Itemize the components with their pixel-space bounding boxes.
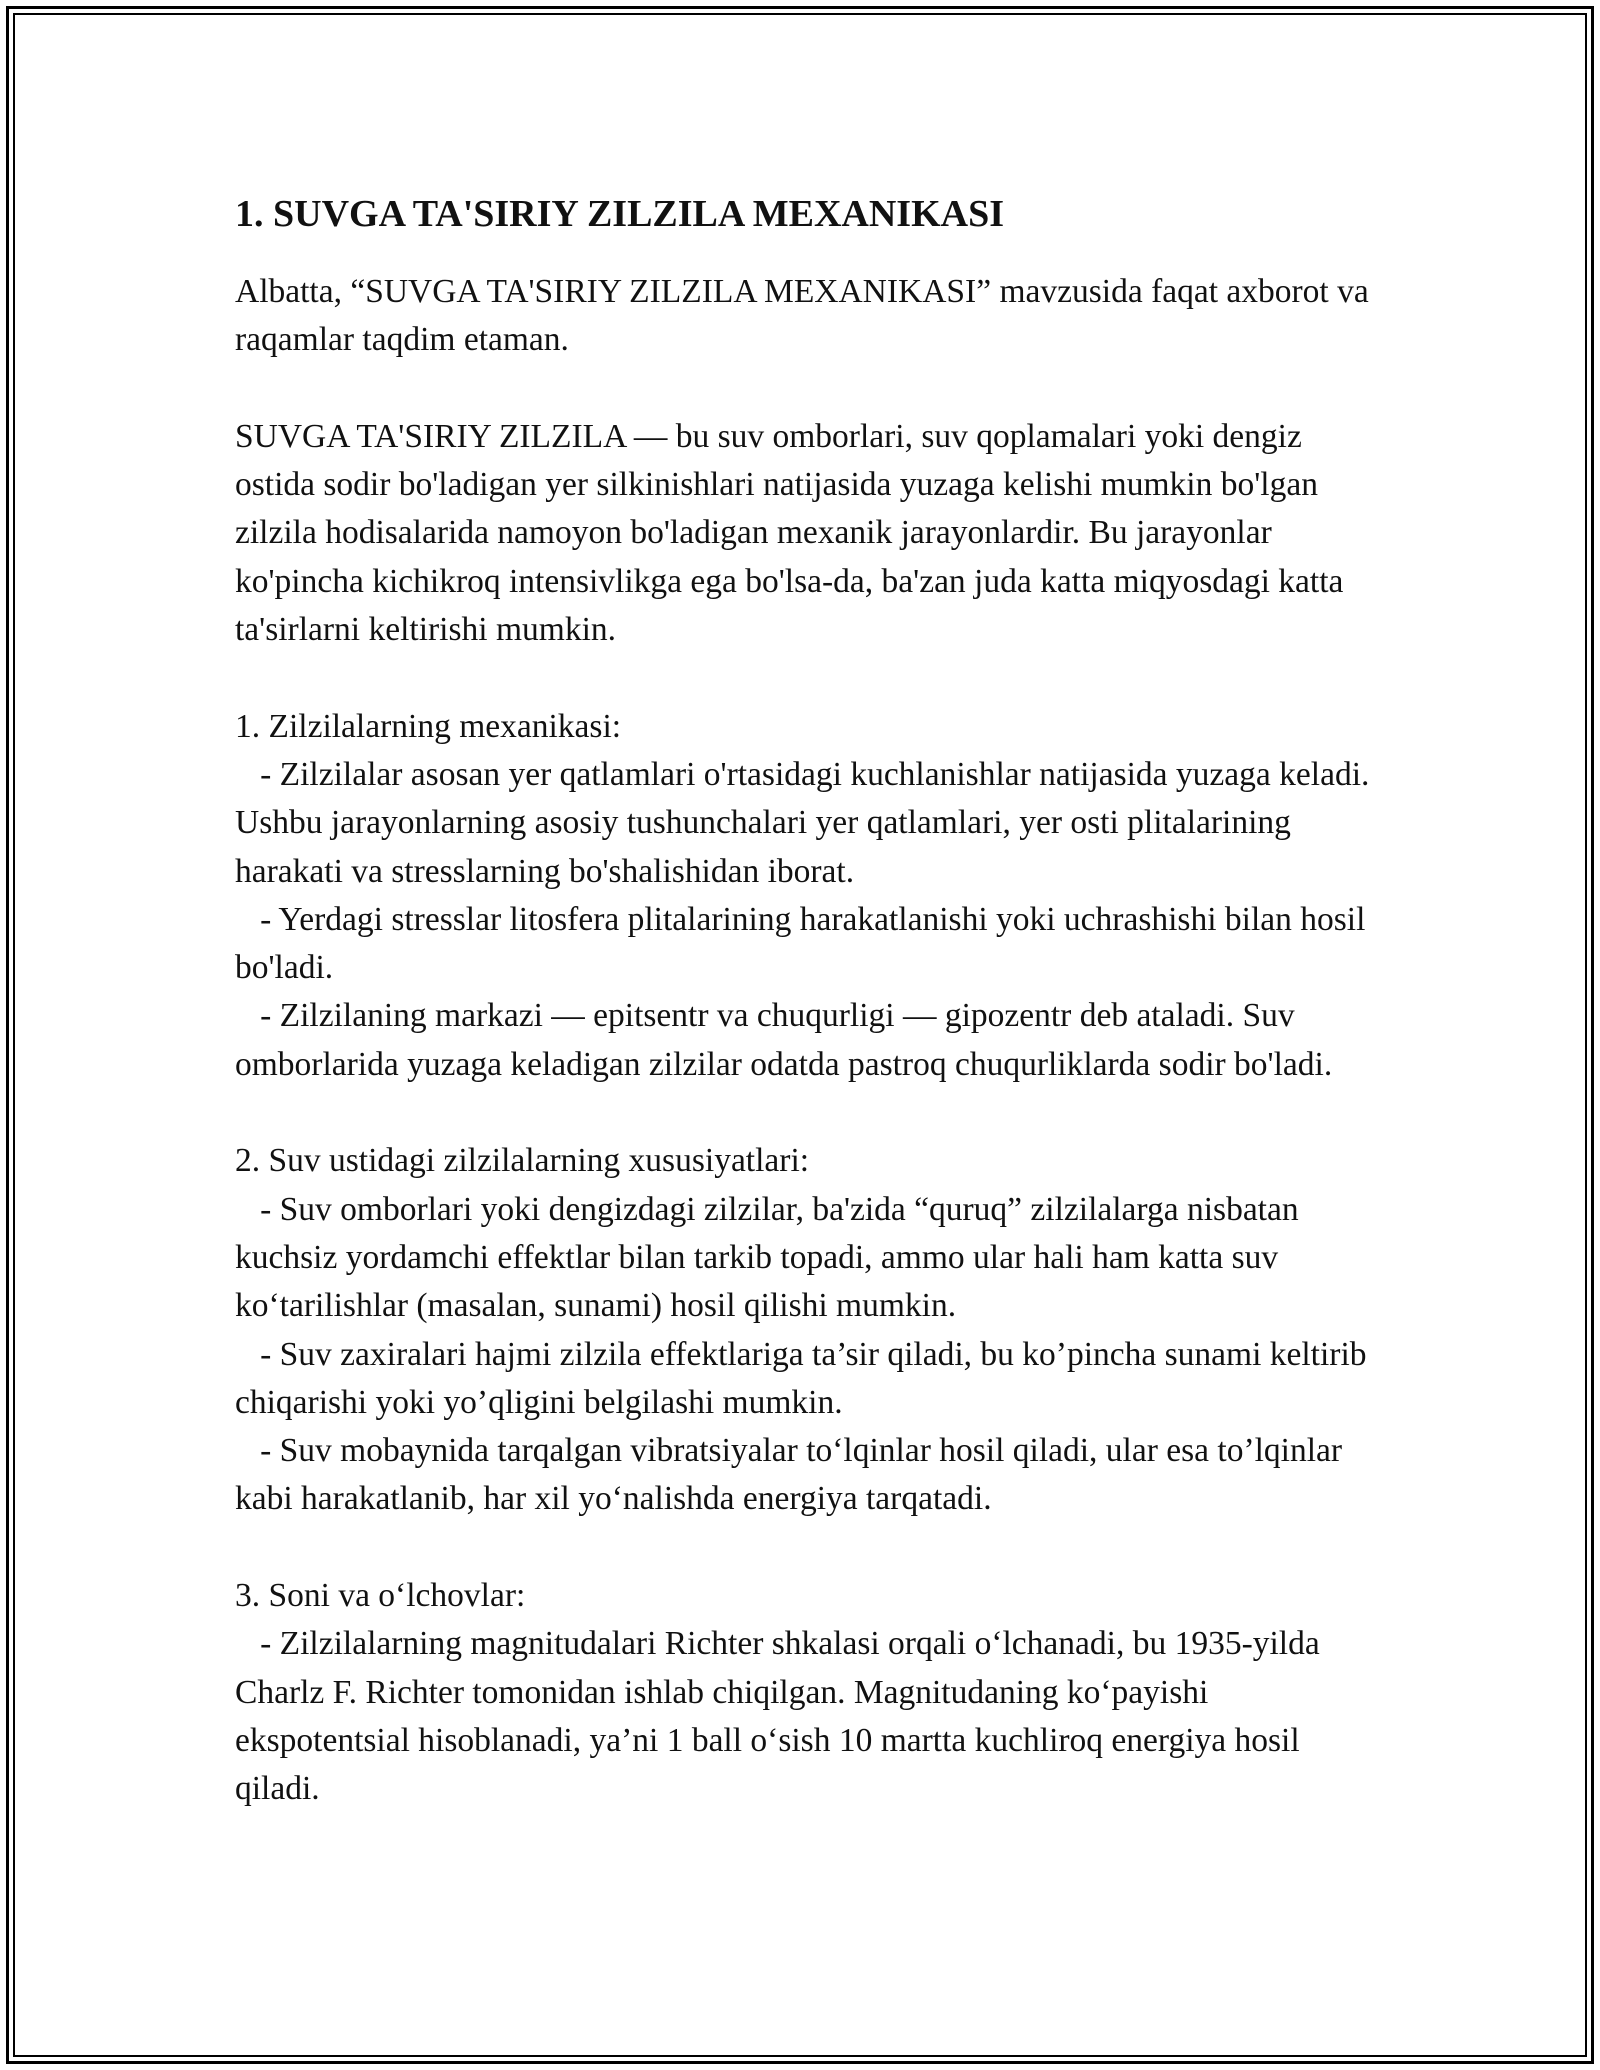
- section-water-features: [235, 1137, 1385, 1523]
- list-item: - Yerdagi stresslar litosfera plitalarining harakatlanishi yoki uchrashishi bilan hosil bo'ladi.: [235, 900, 1374, 987]
- document-title: 1. SUVGA TA'SIRIY ZILZILA MEXANIKASI: [235, 193, 1004, 235]
- paragraph-spacer: [235, 365, 1385, 413]
- paragraph-spacer: [235, 654, 1385, 702]
- list-item: - Zilzilalar asosan yer qatlamlari o'rtasidagi kuchlanishlar natijasida yuzaga keladi. Ushbu jarayonlarning asosiy tushunchalari yer qatlamlari, yer osti plitalarining harakati va stresslarning bo'shalishidan iborat.: [235, 755, 1378, 890]
- list-item: - Zilzilaning markazi — epitsentr va chuqurligi — gipozentr deb ataladi. Suv omborlarida yuzaga keladigan zilzilar odatda pastroq chuqurliklarda sodir bo'ladi.: [235, 997, 1333, 1083]
- paragraph-spacer: [235, 1524, 1385, 1572]
- section-heading: 2. Suv ustidagi zilzilalarning xususiyatlari:: [235, 1142, 810, 1180]
- section-heading: 3. Soni va oʻlchovlar:: [235, 1577, 526, 1615]
- definition-paragraph: SUVGA TA'SIRIY ZILZILA — bu suv omborlari, suv qoplamalari yoki dengiz ostida sodir bo'ladigan yer silkinishlari natijasida yuzaga kelishi mumkin bo'lgan zilzila hodisalarida namoyon bo'ladigan mexanik jarayonlardir. Bu jarayonlar ko'pincha kichikroq intensivlikga ega bo'lsa-da, ba'zan juda katta miqyosdagi katta ta'sirlarni keltirishi mumkin.: [235, 417, 1344, 649]
- list-item: - Suv mobaynida tarqalgan vibratsiyalar toʻlqinlar hosil qiladi, ular esa to’lqinlar kabi harakatlanib, har xil yoʻnalishda energiya tarqatadi.: [235, 1432, 1351, 1518]
- section-mechanics: [235, 703, 1385, 1089]
- list-item: - Zilzilalarning magnitudalari Richter shkalasi orqali oʻlchanadi, bu 1935-yilda Charlz F. Richter tomonidan ishlab chiqilgan. Magnitudaning koʻpayishi ekspotentsial hisoblanadi, ya’ni 1 ball oʻsish 10 martta kuchliroq energiya hosil qiladi.: [235, 1625, 1329, 1808]
- document-body: [235, 188, 1385, 1814]
- section-heading: 1. Zilzilalarning mexanikasi:: [235, 707, 622, 745]
- section-measurements: [235, 1572, 1385, 1813]
- list-item: - Suv zaxiralari hajmi zilzila effektlariga ta’sir qiladi, bu ko’pincha sunami keltirib chiqarishi yoki yo’qligini belgilashi mumkin.: [235, 1335, 1375, 1421]
- list-item: - Suv omborlari yoki dengizdagi zilzilar, ba'zida “quruq” zilzilalarga nisbatan kuchsiz yordamchi effektlar bilan tarkib topadi, ammo ular hali ham katta suv koʻtarilishlar (masalan, sunami) hosil qilishi mumkin.: [235, 1190, 1307, 1325]
- intro-paragraph: Albatta, “SUVGA TA'SIRIY ZILZILA MEXANIKASI” mavzusida faqat axborot va raqamlar taqdim etaman.: [235, 273, 1369, 359]
- paragraph-spacer: [235, 1089, 1385, 1137]
